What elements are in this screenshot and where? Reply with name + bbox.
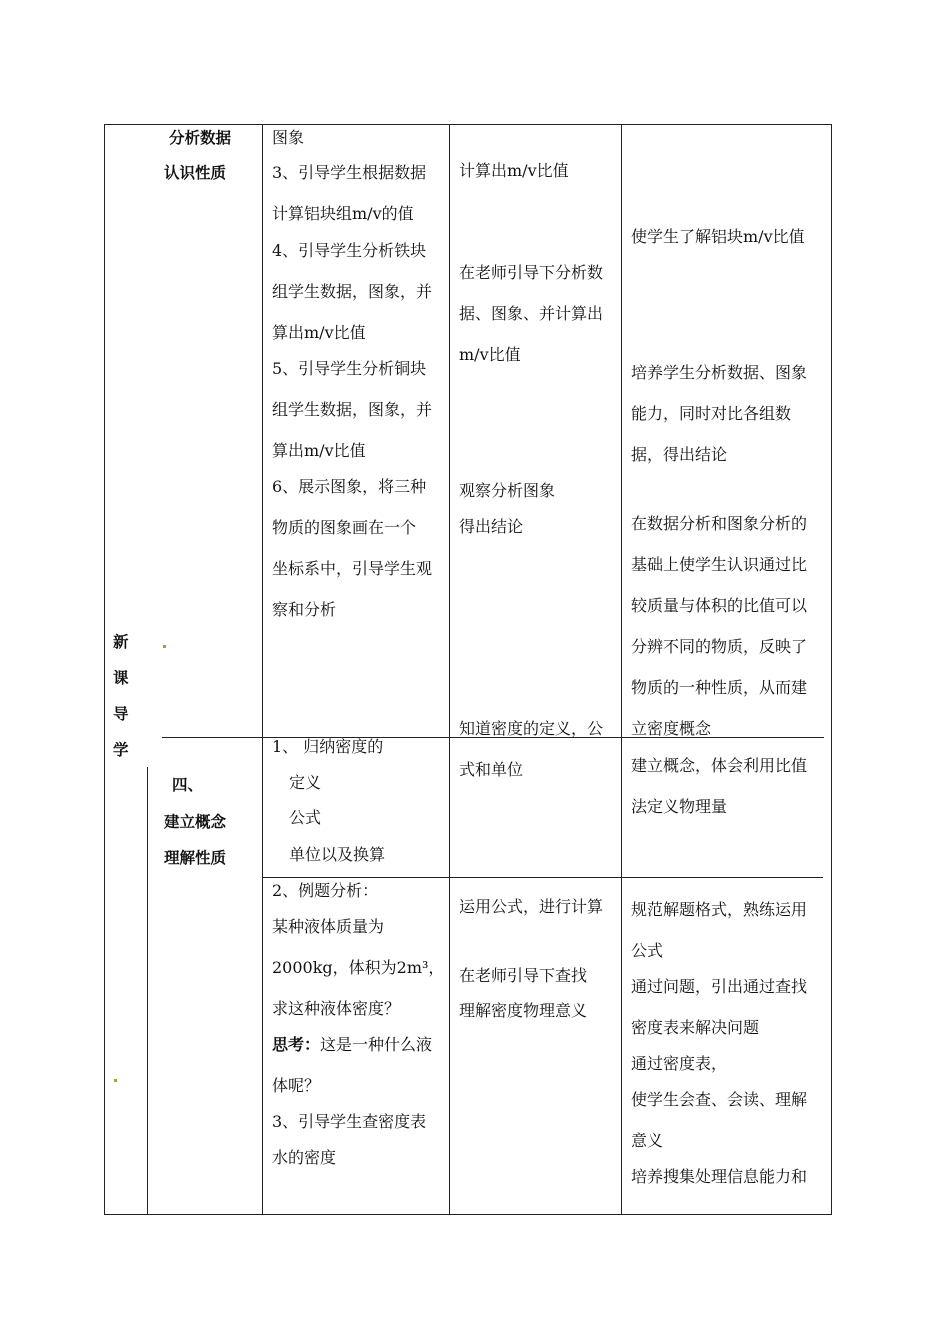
text-line: 规范解题格式，熟练运用 [631,900,808,919]
text-line: 单位以及换算 [289,845,386,864]
section-char: 导 [113,705,129,723]
text-line: 建立概念，体会利用比值 [631,756,808,775]
column-divider [147,767,148,1215]
text-line: m/v比值 [459,345,521,364]
text-line: 意义 [631,1131,664,1150]
table-border-bottom [104,1214,832,1215]
text-line: 在老师引导下分析数 [459,263,604,282]
text-line: 公式 [289,808,322,827]
section-char: 新 [113,633,129,651]
text-line: 密度表来解决问题 [631,1018,760,1037]
text-line: 3、引导学生根据数据 [272,163,427,182]
text-line: 计算出m/v比值 [459,161,569,180]
stage-label: 理解性质 [164,849,227,867]
table-border-right [831,124,832,1215]
text-line: 3、引导学生查密度表 [272,1112,427,1131]
text-line: 6、展示图象，将三种 [272,477,427,496]
text-line: 在老师引导下查找 [459,966,588,985]
text-line: 组学生数据，图象，并 [272,400,433,419]
text-line: 求这种液体密度？ [272,999,401,1018]
text-line: 图象 [272,128,305,147]
text-line: 物质的图象画在一个 [272,518,417,537]
text-line: 知道密度的定义，公 [459,719,604,738]
text-line: 察和分析 [272,600,337,619]
column-divider [621,124,622,1215]
text-line: 通过密度表， [631,1054,728,1073]
text-line: 运用公式，进行计算 [459,897,604,916]
text-line: 较质量与体积的比值可以 [631,596,808,615]
text-line: 算出m/v比值 [272,441,366,460]
text-line: 2000kg，体积为2m³， [272,958,445,977]
text-line: 观察分析图象 [459,481,556,500]
text-line: 法定义物理量 [631,797,728,816]
text-line: 培养学生分析数据、图象 [631,363,808,382]
text-line: 计算铝块组m/v的值 [272,204,414,223]
table-border-left [104,124,105,1215]
text-line: 得出结论 [459,517,524,536]
think-line [272,1035,432,1055]
text-line: 1、 归纳密度的 [272,737,384,756]
text-line: 培养搜集处理信息能力和 [631,1167,808,1186]
text-line: 定义 [289,773,322,792]
row-divider [262,877,823,878]
text-line: 通过问题，引出通过查找 [631,977,808,996]
stage-label: 认识性质 [164,164,227,182]
text-line: 分辨不同的物质，反映了 [631,637,808,656]
stage-label: 分析数据 [169,129,232,147]
text-line: 在数据分析和图象分析的 [631,514,808,533]
text-line: 算出m/v比值 [272,323,366,342]
text-line: 某种液体质量为 [272,917,385,936]
text-line: 据、图象、并计算出 [459,304,604,323]
stray-mark [163,645,166,648]
think-label: 思考： [272,1035,321,1054]
text-line: 基础上使学生认识通过比 [631,555,808,574]
column-divider [449,124,450,1215]
text-line: 水的密度 [272,1148,337,1167]
think-text: 这是一种什么液 [320,1035,433,1054]
stage-label: 建立概念 [164,813,227,831]
section-char: 课 [113,669,129,687]
stray-mark [114,1079,117,1082]
section-char: 学 [113,741,129,759]
text-line: 式和单位 [459,760,524,779]
text-line: 坐标系中，引导学生观 [272,559,433,578]
text-line: 使学生会查、会读、理解 [631,1090,808,1109]
text-line: 使学生了解铝块m/v比值 [631,227,805,246]
text-line: 公式 [631,941,664,960]
column-divider [262,124,263,1215]
text-line: 2、例题分析： [272,881,379,900]
text-line: 5、引导学生分析铜块 [272,359,427,378]
text-line: 组学生数据，图象，并 [272,282,433,301]
text-line: 物质的一种性质，从而建 [631,678,808,697]
stage-label: 四、 [172,776,204,794]
text-line: 立密度概念 [631,719,712,738]
text-line: 理解密度物理意义 [459,1001,588,1020]
table-border-top [104,124,832,125]
text-line: 据，得出结论 [631,445,728,464]
text-line: 体呢？ [272,1076,321,1095]
text-line: 4、引导学生分析铁块 [272,241,427,260]
text-line: 能力，同时对比各组数 [631,404,792,423]
